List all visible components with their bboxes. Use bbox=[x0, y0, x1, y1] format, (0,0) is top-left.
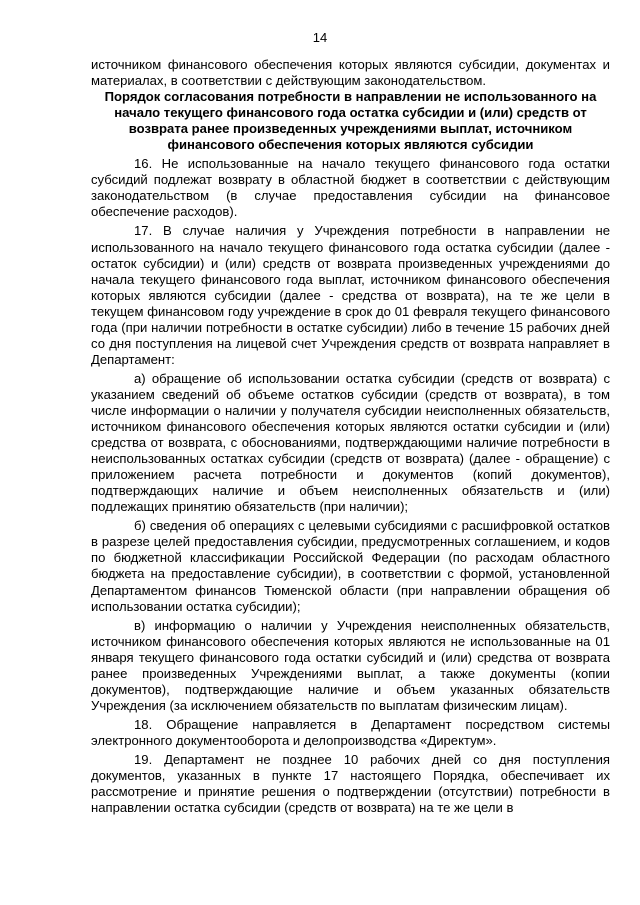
paragraph-17: 17. В случае наличия у Учреждения потребности в направлении не использованного на начало текущего финансового года остатка субсидии (далее - остаток субсидии) и (или) средств от возврата произведенных учреждениями до начала текущего финансового года выплат, источником финансового обеспечения которых являются субсидии (далее - средства от возврата), на те же цели в текущем финансовом году учреждение в срок до 01 февраля текущего финансового года (при наличии потребности в остатке субсидии) либо в течение 15 рабочих дней со дня поступления на лицевой счет Учреждения средств от возврата направляет в Департамент: bbox=[91, 223, 610, 367]
paragraph-continuation: источником финансового обеспечения которых являются субсидии, документах и материалах, в соответствии с действующим законодательством. bbox=[91, 57, 610, 89]
section-heading: Порядок согласования потребности в направлении не использованного на начало текущего финансового года остатка субсидии и (или) средств от возврата ранее произведенных учреждениями выплат, источником финансового обеспечения которых являются субсидии bbox=[104, 89, 597, 153]
page-number: 14 bbox=[312, 30, 328, 45]
document-body bbox=[91, 57, 610, 816]
paragraph-17-b: б) сведения об операциях с целевыми субсидиями с расшифровкой остатков в разрезе целей предоставления субсидии, предусмотренных соглашением, и кодов по бюджетной классификации Российской Федерации (по расходам областного бюджета на предоставление субсидии), в соответствии с формой, установленной Департаментом финансов Тюменской области (при направлении обращения об использовании остатка субсидии); bbox=[91, 518, 610, 614]
paragraph-17-a: а) обращение об использовании остатка субсидии (средств от возврата) с указанием сведений об объеме остатков субсидии (средств от возврата), в том числе информации о наличии у получателя субсидии неисполненных обязательств, источником финансового обеспечения которых являются остатки субсидии и (или) средства от возврата, с обоснованиями, подтверждающими наличие потребности в неиспользованных остатках субсидии (средств от возврата) (далее - обращение) с приложением расчета потребности и документов (копий документов), подтверждающих наличие и объем неисполненных обязательств и (или) подлежащих принятию обязательств (при наличии); bbox=[91, 370, 610, 515]
paragraph-19: 19. Департамент не позднее 10 рабочих дней со дня поступления документов, указанных в пункте 17 настоящего Порядка, обеспечивает их рассмотрение и принятие решения о подтверждении (отсутствии) потребности в направлении остатка субсидии (средств от возврата) на те же цели в bbox=[91, 751, 610, 816]
paragraph-17-v: в) информацию о наличии у Учреждения неисполненных обязательств, источником финансового обеспечения которых являются не использованные на 01 января текущего финансового года остатки субсидий и (или) средства от возврата ранее произведенных Учреждениями выплат, а также документы (копии документов), подтверждающие наличие и объем указанных обязательств Учреждения (за исключением обязательств по выплатам физическим лицам). bbox=[91, 617, 610, 713]
paragraph-18: 18. Обращение направляется в Департамент посредством системы электронного документооборота и делопроизводства «Директум». bbox=[91, 716, 610, 748]
paragraph-16: 16. Не использованные на начало текущего финансового года остатки субсидий подлежат возврату в областной бюджет в соответствии с действующим законодательством (в случае предоставления субсидии на финансовое обеспечение расходов). bbox=[91, 156, 610, 220]
